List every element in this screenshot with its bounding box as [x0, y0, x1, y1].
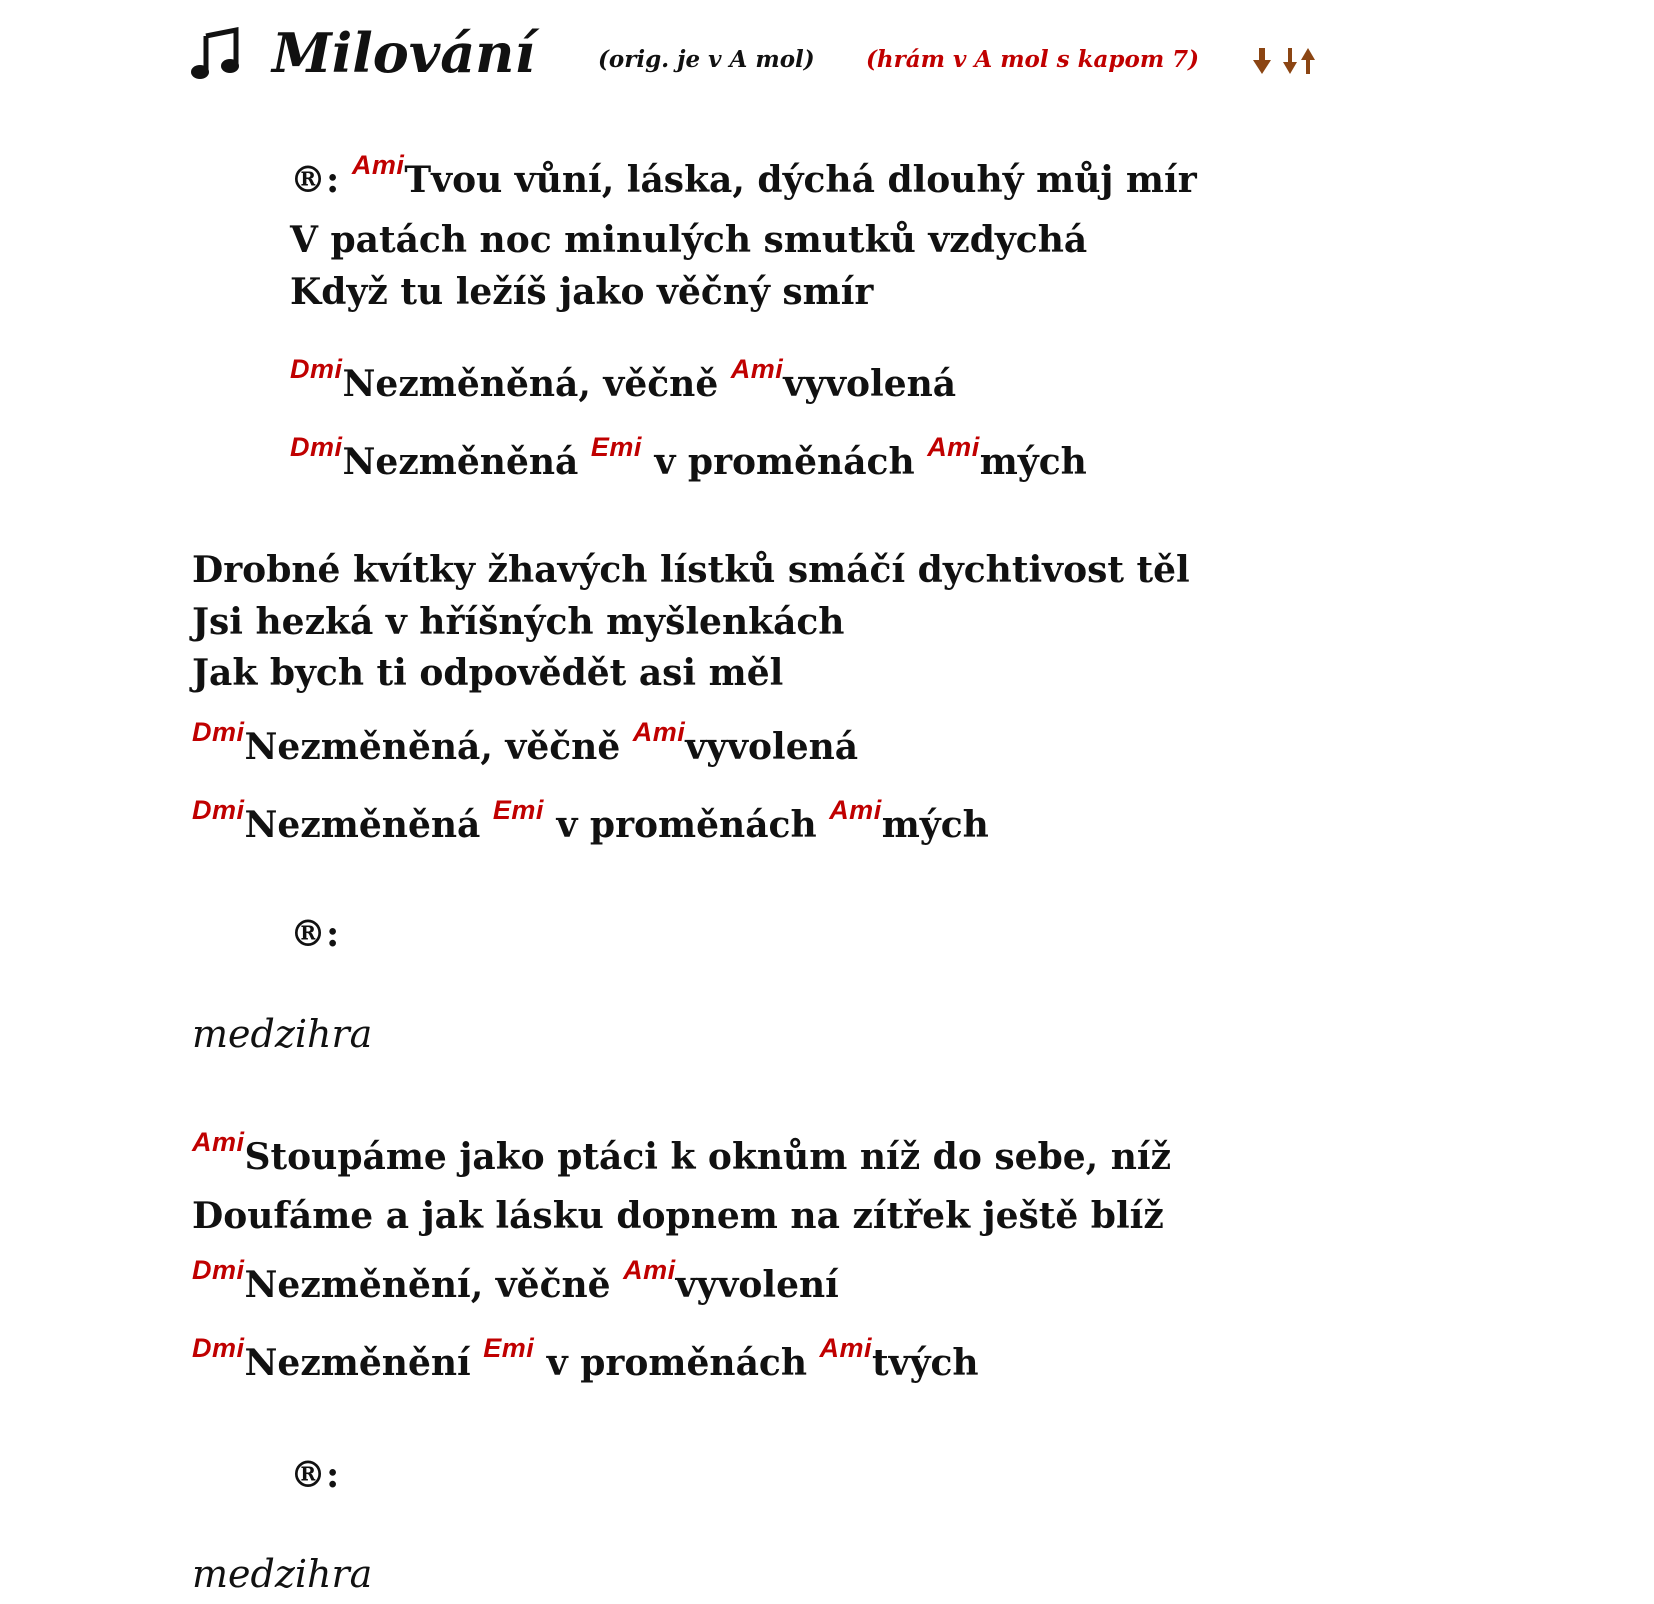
chord: Ami — [623, 1255, 676, 1285]
lyric-text: vyvolená — [685, 726, 859, 768]
chord: Dmi — [290, 432, 343, 462]
verse1-line-5 — [192, 795, 989, 850]
interlude-1: medzihra — [192, 1012, 373, 1056]
lyric-text: Když tu ležíš jako věčný smír — [290, 271, 874, 313]
verse1-line-1 — [192, 548, 1190, 592]
chord: Ami — [829, 795, 882, 825]
lyric-text: V patách noc minulých smutků vzdychá — [290, 219, 1088, 261]
song-title: Milování — [272, 21, 535, 85]
chord: Dmi — [192, 1333, 245, 1363]
chord: Ami — [730, 354, 784, 384]
lyric-text: Jak bych ti odpovědět asi měl — [192, 652, 784, 694]
lyric-text: Drobné kvítky žhavých lístků smáčí dychtivost těl — [192, 549, 1190, 591]
capo-note: (hrám v A mol s kapom 7) — [866, 46, 1200, 73]
arrow-down-up-icon[interactable] — [1283, 48, 1315, 74]
chord: Ami — [632, 717, 686, 747]
lyric-text: mých — [979, 441, 1087, 483]
chorus-marker: ®: — [290, 913, 340, 955]
chord: Emi — [483, 1333, 535, 1363]
lyric-text: Nezměněná — [342, 441, 591, 483]
verse1-line-2 — [192, 600, 844, 644]
lyric-text: Nezměnění, věčně — [244, 1264, 624, 1306]
lyric-text: Nezměněná, věčně — [244, 726, 633, 768]
original-key-note: (orig. je v A mol) — [598, 46, 815, 73]
verse2-line-1 — [192, 1127, 1172, 1182]
chorus-repeat-2 — [290, 1453, 339, 1497]
chord: Ami — [927, 432, 980, 462]
chord: Emi — [590, 432, 642, 462]
lyric-text: mých — [881, 804, 989, 846]
chorus-marker: ®: — [290, 1454, 340, 1496]
chorus-line-1 — [290, 150, 1197, 205]
chorus-line-5 — [290, 432, 1087, 487]
lyric-text: v proměnách — [641, 441, 928, 483]
chord: Emi — [492, 795, 544, 825]
chord: Ami — [819, 1333, 873, 1363]
lyric-text: Tvou vůní, láska, dýchá dlouhý můj mír — [404, 159, 1197, 201]
lyric-text: vyvolená — [783, 363, 957, 405]
arrow-down-icon[interactable] — [1253, 48, 1271, 74]
chorus-repeat-1 — [290, 912, 339, 956]
chorus-line-3 — [290, 270, 873, 314]
chorus-marker: ®: — [290, 159, 340, 201]
lyric-text: Nezměněná — [244, 804, 493, 846]
music-note-icon — [190, 26, 246, 82]
chorus-line-4 — [290, 354, 957, 409]
lyric-text: Nezměněná, věčně — [342, 363, 731, 405]
lyric-text: Doufáme a jak lásku dopnem na zítřek ještě blíž — [192, 1195, 1164, 1237]
verse2-line-2 — [192, 1194, 1164, 1238]
verse1-line-3 — [192, 651, 783, 695]
verse2-line-4 — [192, 1333, 979, 1388]
interlude-2: medzihra — [192, 1552, 373, 1596]
lyric-text: vyvolení — [675, 1264, 839, 1306]
verse1-line-4 — [192, 717, 859, 772]
chord: Dmi — [290, 354, 343, 384]
chord: Dmi — [192, 717, 245, 747]
chorus-line-2 — [290, 218, 1087, 262]
chord: Dmi — [192, 795, 245, 825]
lyric-text: tvých — [872, 1342, 979, 1384]
lyric-text: v proměnách — [543, 804, 830, 846]
lyric-text: v proměnách — [534, 1342, 820, 1384]
chord: Dmi — [192, 1255, 245, 1285]
lyric-text: Stoupáme jako ptáci k oknům níž do sebe, níž — [244, 1136, 1172, 1178]
chord: Ami — [192, 1127, 245, 1157]
lyric-text: Nezměnění — [244, 1342, 484, 1384]
lyric-text: Jsi hezká v hříšných myšlenkách — [192, 601, 845, 643]
verse2-line-3 — [192, 1255, 839, 1310]
chord: Ami — [351, 150, 405, 180]
